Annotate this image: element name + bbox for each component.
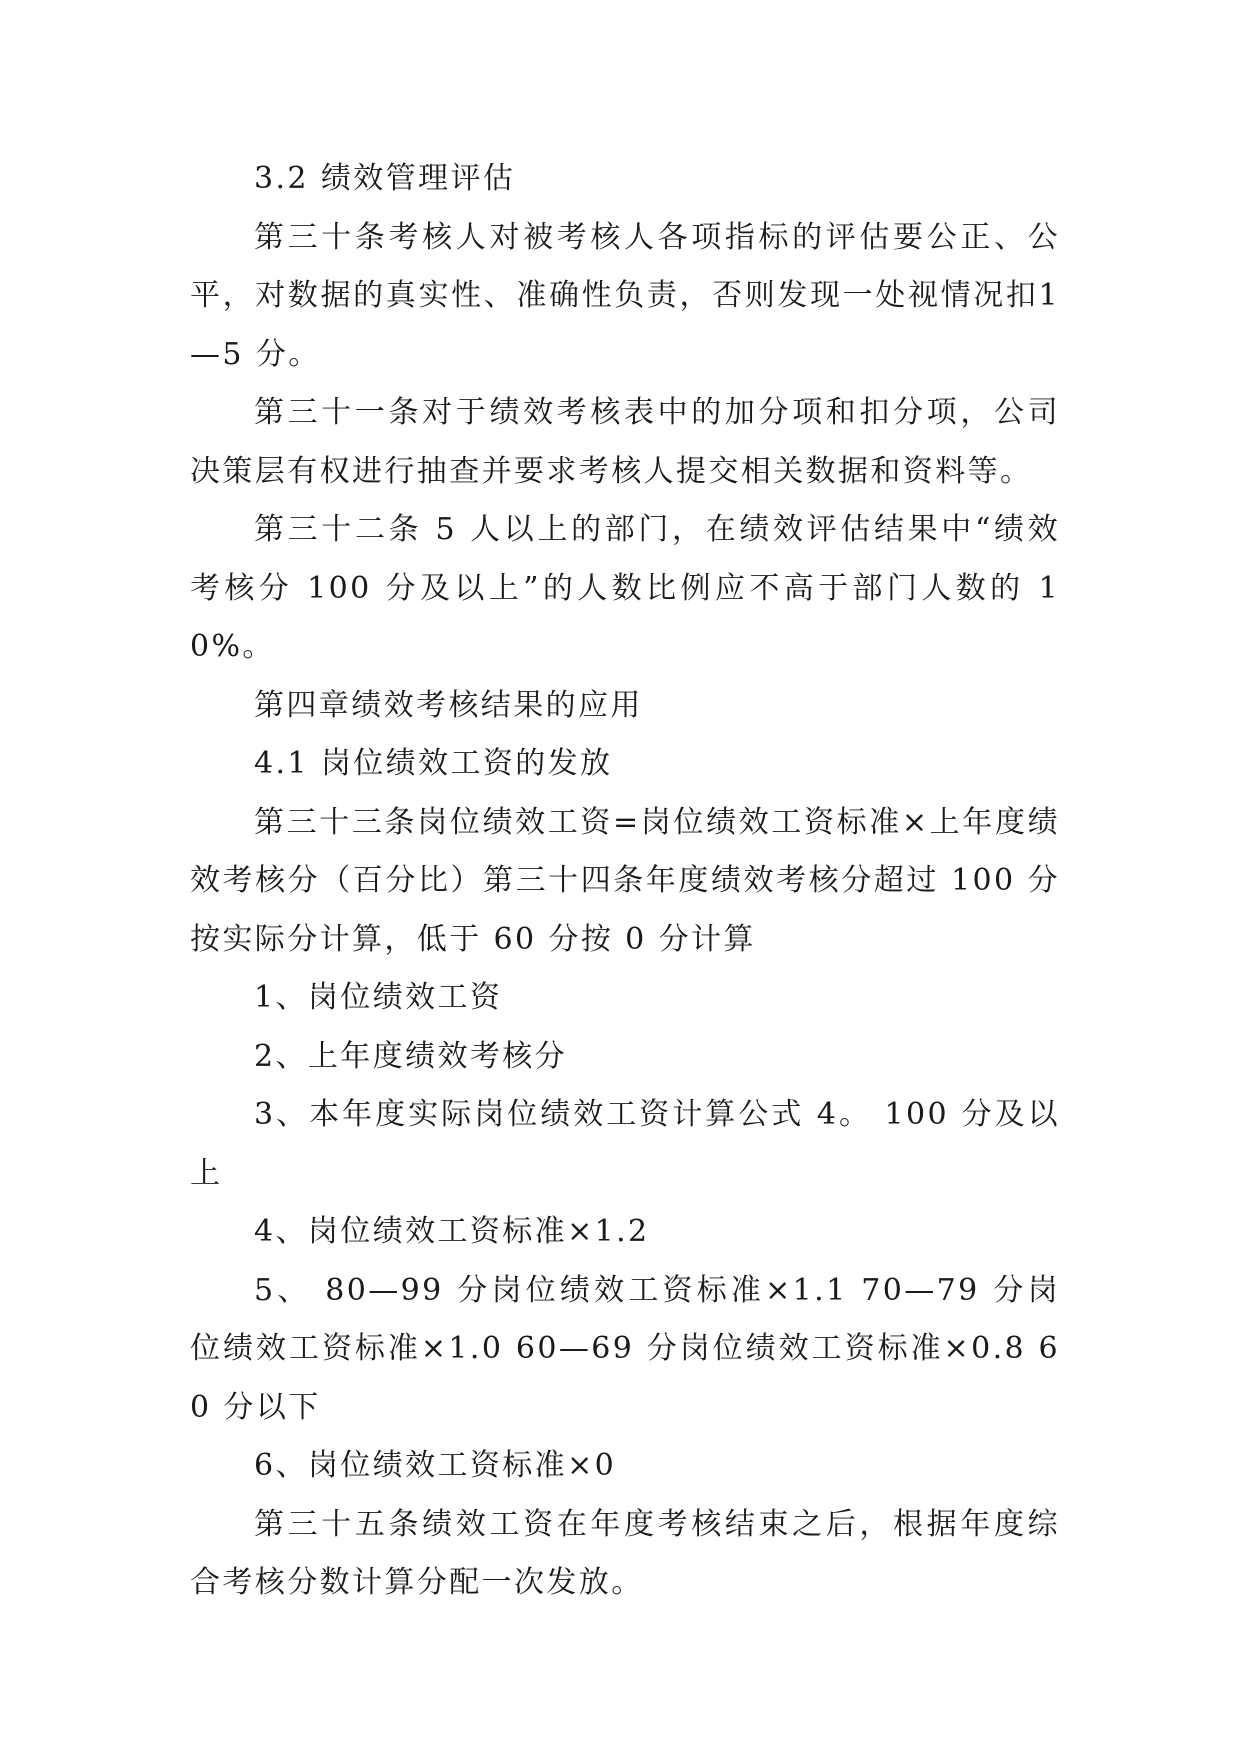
article-30: 第三十条考核人对被考核人各项指标的评估要公正、公平，对数据的真实性、准确性负责，否则发现一处视情况扣1—5 分。 <box>190 219 1060 372</box>
article-35: 第三十五条绩效工资在年度考核结束之后，根据年度综合考核分数计算分配一次发放。 <box>190 1506 1060 1600</box>
list-item-5: 5、 80—99 分岗位绩效工资标准×1.1 70—79 分岗位绩效工资标准×1.0 60—69 分岗位绩效工资标准×0.8 60 分以下 <box>190 1272 1060 1425</box>
article-32: 第三十二条 5 人以上的部门，在绩效评估结果中“绩效考核分 100 分及以上”的人数比例应不高于部门人数的 10%。 <box>190 512 1060 664</box>
chapter-4-heading: 第四章绩效考核结果的应用 <box>254 687 643 723</box>
list-item-3: 3、本年度实际岗位绩效工资计算公式 4。 100 分及以上 <box>190 1097 1060 1191</box>
document-body <box>190 150 1060 1613</box>
list-item-6: 6、岗位绩效工资标准×0 <box>254 1448 617 1483</box>
section-heading-3-2: 3.2 绩效管理评估 <box>254 161 516 196</box>
article-31: 第三十一条对于绩效考核表中的加分项和扣分项，公司决策层有权进行抽查并要求考核人提交相关数据和资料等。 <box>190 395 1060 489</box>
section-heading-4-1: 4.1 岗位绩效工资的发放 <box>254 746 613 781</box>
article-33-34: 第三十三条岗位绩效工资=岗位绩效工资标准×上年度绩效考核分（百分比）第三十四条年度绩效考核分超过 100 分按实际分计算，低于 60 分按 0 分计算 <box>190 804 1060 957</box>
list-item-1: 1、岗位绩效工资 <box>254 980 503 1015</box>
list-item-4: 4、岗位绩效工资标准×1.2 <box>254 1214 650 1249</box>
list-item-2: 2、上年度绩效考核分 <box>254 1038 568 1074</box>
